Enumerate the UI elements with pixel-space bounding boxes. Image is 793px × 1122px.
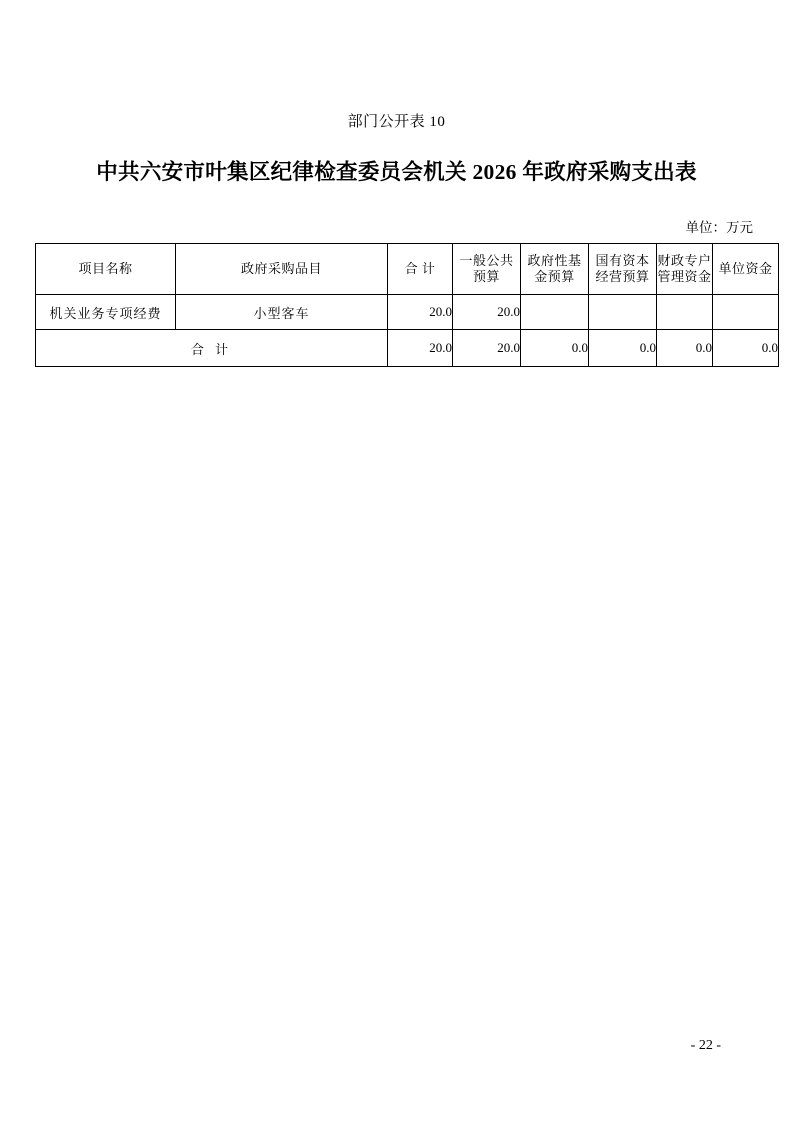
header-government-fund-budget-line1: 政府性基 bbox=[527, 252, 582, 268]
cell-total-label: 合 计 bbox=[36, 330, 388, 367]
cell-government-fund-budget bbox=[521, 295, 589, 330]
cell-project-name: 机关业务专项经费 bbox=[36, 295, 176, 330]
header-state-capital-budget bbox=[589, 244, 657, 295]
table-row bbox=[36, 295, 779, 330]
cell-total-general-public-budget: 20.0 bbox=[453, 330, 521, 367]
header-fiscal-account-funds-line1: 财政专户 bbox=[657, 252, 712, 268]
header-state-capital-budget-line1: 国有资本 bbox=[595, 252, 650, 268]
cell-total-unit-funds: 0.0 bbox=[713, 330, 779, 367]
table-header-row bbox=[36, 244, 779, 295]
header-unit-funds: 单位资金 bbox=[713, 244, 779, 295]
cell-state-capital-budget bbox=[589, 295, 657, 330]
header-fiscal-account-funds-line2: 管理资金 bbox=[657, 269, 712, 284]
cell-total-total: 20.0 bbox=[388, 330, 453, 367]
table-body bbox=[36, 295, 779, 367]
header-general-public-budget-line2: 预算 bbox=[472, 269, 500, 284]
header-fiscal-account-funds bbox=[657, 244, 713, 295]
header-general-public-budget bbox=[453, 244, 521, 295]
header-state-capital-budget-line2: 经营预算 bbox=[595, 269, 650, 284]
cell-total: 20.0 bbox=[388, 295, 453, 330]
cell-total-state-capital-budget: 0.0 bbox=[589, 330, 657, 367]
table-total-row bbox=[36, 330, 779, 367]
unit-note: 单位：万元 bbox=[685, 220, 753, 235]
header-procurement-item: 政府采购品目 bbox=[176, 244, 388, 295]
header-total: 合 计 bbox=[388, 244, 453, 295]
header-government-fund-budget-line2: 金预算 bbox=[534, 269, 575, 284]
cell-fiscal-account-funds bbox=[657, 295, 713, 330]
cell-total-government-fund-budget: 0.0 bbox=[521, 330, 589, 367]
header-project-name: 项目名称 bbox=[36, 244, 176, 295]
cell-unit-funds bbox=[713, 295, 779, 330]
form-number-note: 部门公开表 10 bbox=[347, 114, 446, 130]
table-header bbox=[36, 244, 779, 295]
page-title: 中共六安市叶集区纪律检查委员会机关 2026 年政府采购支出表 bbox=[96, 160, 697, 184]
page-number: - 22 - bbox=[690, 1038, 721, 1053]
header-government-fund-budget bbox=[521, 244, 589, 295]
procurement-expenditure-table bbox=[35, 243, 779, 367]
header-general-public-budget-line1: 一般公共 bbox=[459, 252, 514, 268]
cell-total-fiscal-account-funds: 0.0 bbox=[657, 330, 713, 367]
cell-procurement-item: 小型客车 bbox=[176, 295, 388, 330]
cell-general-public-budget: 20.0 bbox=[453, 295, 521, 330]
